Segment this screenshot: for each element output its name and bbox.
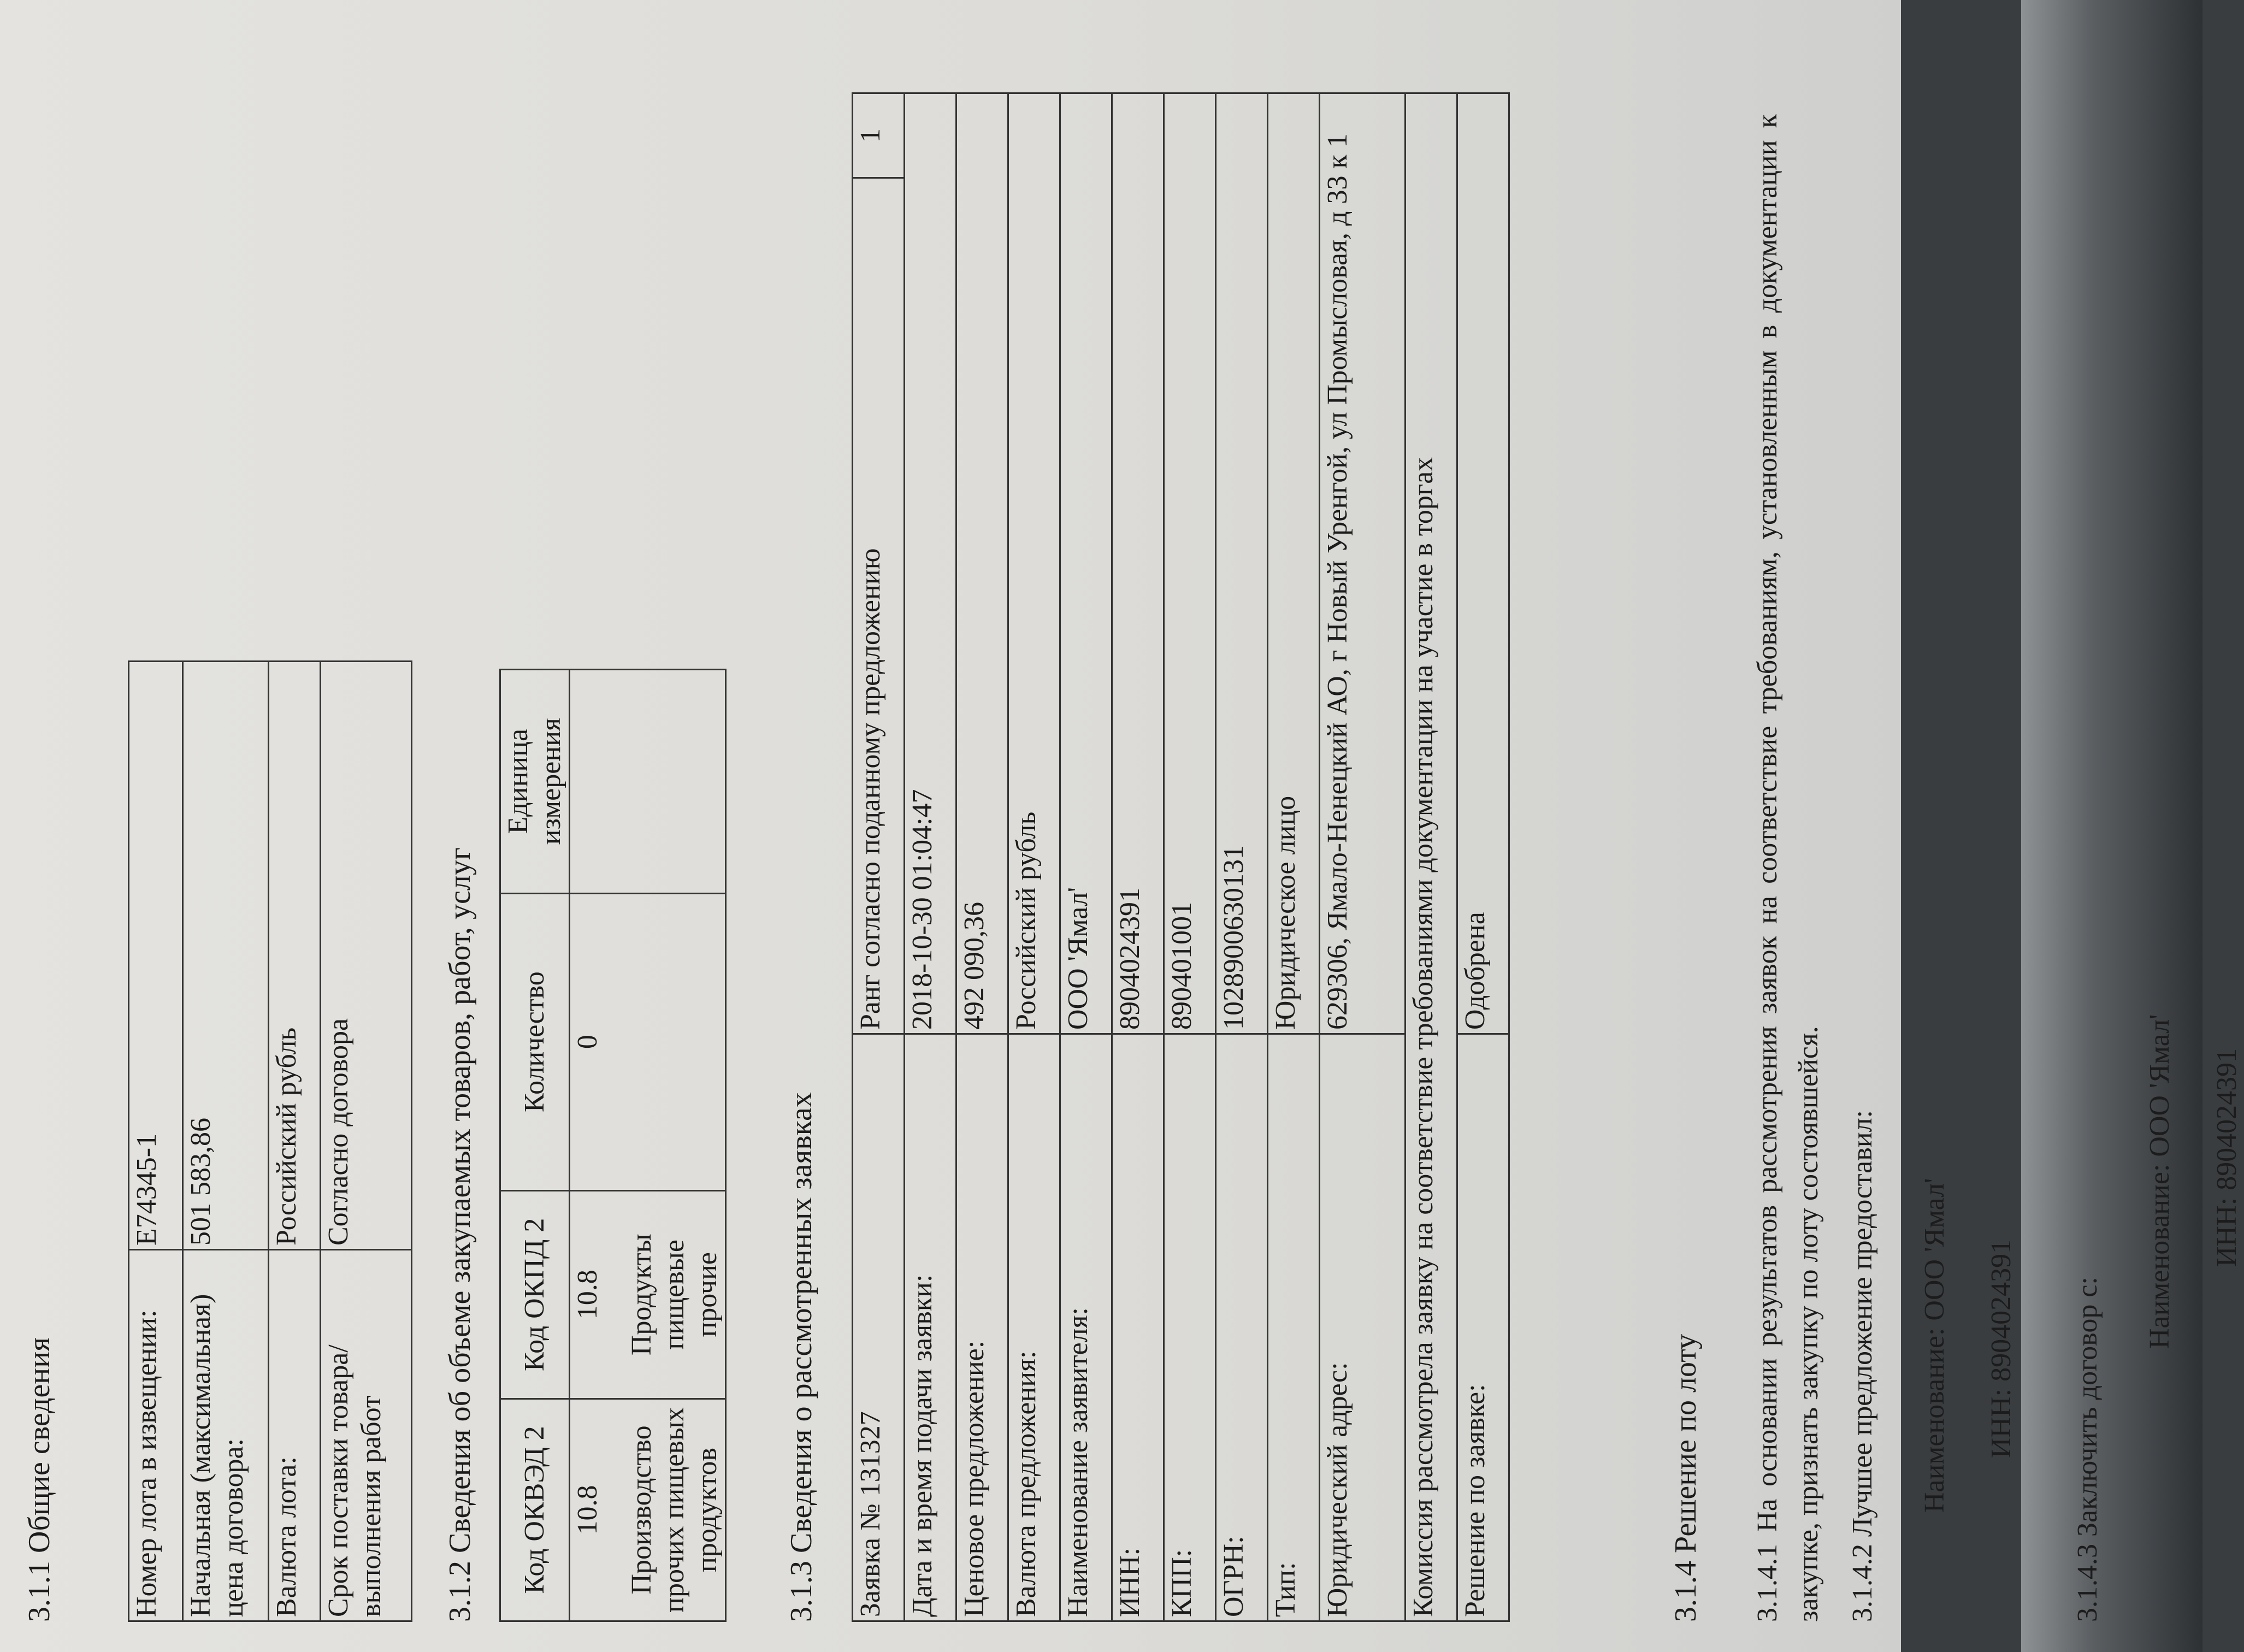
- type-value: Юридическое лицо: [1267, 93, 1319, 1034]
- offer-currency-label: Валюта предложения:: [1008, 1034, 1060, 1621]
- okpd-code: 10.8: [571, 1270, 603, 1320]
- decision-value: Одобрена: [1457, 93, 1509, 1034]
- kpp-label: КПП:: [1164, 1034, 1215, 1621]
- section-applications-heading: 3.1.3 Сведения о рассмотренных заявках: [784, 1092, 818, 1622]
- table-header-row: [500, 670, 570, 1621]
- quantity-value: 0: [569, 893, 725, 1190]
- table-row: [1164, 93, 1215, 1621]
- general-info-table: [128, 660, 412, 1622]
- table-row: [569, 670, 725, 1621]
- contract-name: Наименование: ООО 'Ямал': [2144, 1014, 2176, 1349]
- best-offer-name: Наименование: ООО 'Ямал': [1918, 1178, 1950, 1513]
- lot-number-label: Номер лота в извещении:: [129, 1250, 183, 1621]
- commission-note: Комиссия рассмотрела заявку на соответствие требованиями документации на участие в торгах: [1405, 93, 1457, 1621]
- lot-number-value: Е74345-1: [129, 662, 183, 1250]
- inn-value: 8904024391: [1112, 93, 1164, 1034]
- applicant-name-label: Наименование заявителя:: [1060, 1034, 1112, 1621]
- table-row: [1112, 93, 1164, 1621]
- address-label: Юридический адрес:: [1319, 1034, 1405, 1621]
- table-row: [269, 662, 321, 1621]
- rank-label: Ранг согласно поданному предложению: [852, 178, 904, 1034]
- table-row: [1060, 93, 1112, 1621]
- decision-label: Решение по заявке:: [1457, 1034, 1509, 1621]
- col-okved: Код ОКВЭД 2: [500, 1399, 570, 1621]
- lot-currency-label: Валюта лота:: [269, 1250, 321, 1621]
- okved-code: 10.8: [571, 1485, 603, 1535]
- table-row: [1319, 93, 1405, 1621]
- decision-paragraph-3: 3.1.4.3 Заключить договор с:: [2071, 1277, 2103, 1622]
- submit-date-value: 2018-10-30 01:04:47: [904, 93, 956, 1034]
- best-offer-inn: ИНН: 8904024391: [1986, 1239, 2017, 1458]
- okved-name: Производство прочих пищевых продуктов: [626, 1407, 723, 1613]
- table-row: [321, 662, 412, 1621]
- okved-cell: [569, 1399, 725, 1621]
- table-row: [183, 662, 269, 1621]
- section-decision-heading: 3.1.4 Решение по лоту: [1668, 1334, 1703, 1622]
- address-value: 629306, Ямало-Ненецкий АО, г Новый Уренгой, ул Промысловая, д 33 к 1: [1319, 93, 1405, 1034]
- kpp-value: 890401001: [1164, 93, 1215, 1034]
- table-row: [904, 93, 956, 1621]
- volume-table: [499, 669, 727, 1622]
- section-general-heading: 3.1.1 Общие сведения: [22, 1337, 56, 1622]
- unit-value: [569, 670, 725, 894]
- applicant-name-value: ООО 'Ямал': [1060, 93, 1112, 1034]
- table-row: [1267, 93, 1319, 1621]
- application-title: Заявка № 131327: [852, 1034, 904, 1621]
- okpd-cell: [569, 1190, 725, 1399]
- initial-price-value: 501 583,86: [183, 662, 269, 1250]
- document-content: [22, 38, 2244, 1622]
- table-row: [956, 93, 1008, 1621]
- delivery-term-value: Согласно договора: [321, 662, 412, 1250]
- lot-currency-value: Российский рубль: [269, 662, 321, 1250]
- okpd-name: Продукты пищевые прочие: [626, 1234, 723, 1356]
- decision-paragraph-1: 3.1.4.1 На основании результатов рассмотрения заявок на соответствие требованиям, установленным в документации к закупке, признать закупку по лоту состоявшейся.: [1751, 114, 1824, 1622]
- inn-label: ИНН:: [1112, 1034, 1164, 1621]
- offer-currency-value: Российский рубль: [1008, 93, 1060, 1034]
- contract-inn: ИНН: 8904024391: [2211, 1048, 2242, 1267]
- submit-date-label: Дата и время подачи заявки:: [904, 1034, 956, 1621]
- ogrn-value: 1028900630131: [1215, 93, 1267, 1034]
- table-row: [1008, 93, 1060, 1621]
- price-offer-value: 492 090,36: [956, 93, 1008, 1034]
- application-table: [852, 92, 1510, 1622]
- delivery-term-label: Срок поставки товара/выполнения работ: [321, 1250, 412, 1621]
- section-volume-heading: 3.1.2 Сведения об объеме закупаемых товаров, работ, услуг: [443, 847, 477, 1622]
- col-okpd: Код ОКПД 2: [500, 1190, 570, 1399]
- price-offer-label: Ценовое предложение:: [956, 1034, 1008, 1621]
- rank-value: 1: [852, 93, 904, 178]
- decision-paragraph-2: 3.1.4.2 Лучшее предложение предоставил:: [1846, 1110, 1878, 1622]
- col-quantity: Количество: [500, 893, 570, 1190]
- ogrn-label: ОГРН:: [1215, 1034, 1267, 1621]
- table-row: [1457, 93, 1509, 1621]
- type-label: Тип:: [1267, 1034, 1319, 1621]
- table-row: [852, 93, 904, 1621]
- col-unit: Единица измерения: [500, 670, 570, 894]
- table-row: [129, 662, 183, 1621]
- table-row: [1215, 93, 1267, 1621]
- table-row: [1405, 93, 1457, 1621]
- initial-price-label: Начальная (максимальная) цена договора:: [183, 1250, 269, 1621]
